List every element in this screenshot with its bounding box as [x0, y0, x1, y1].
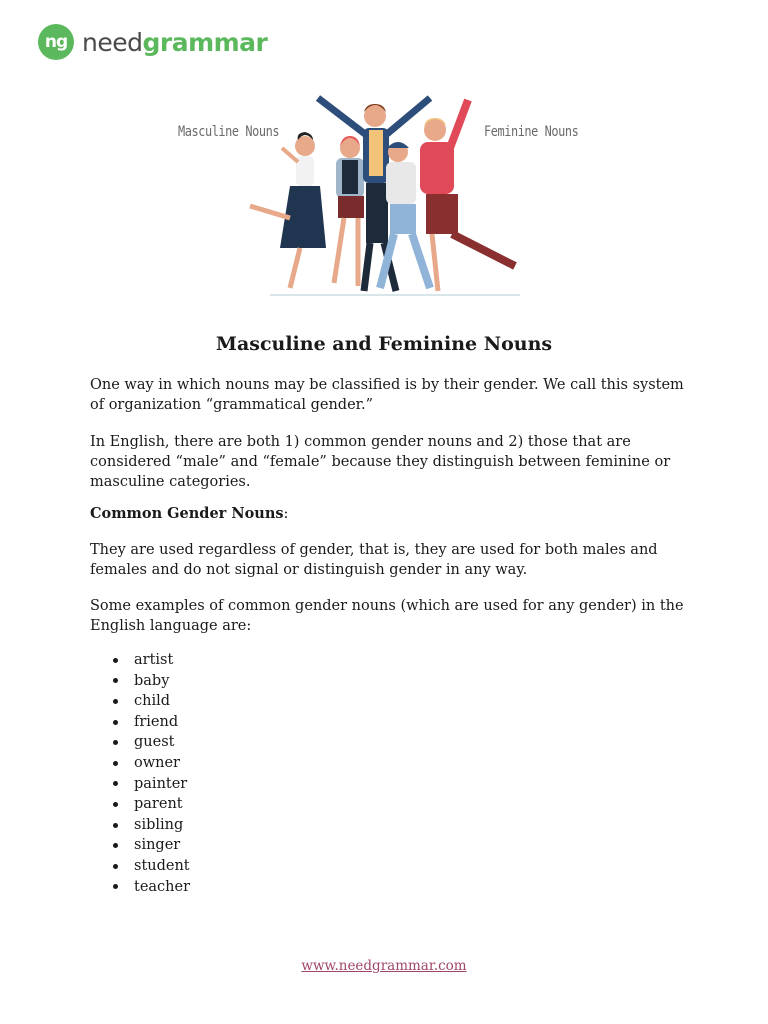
bullet-icon — [113, 884, 118, 889]
site-logo[interactable] — [38, 24, 267, 60]
intro-paragraph-1: One way in which nouns may be classified is by their gender. We call this system of organization “grammatical gender.” — [90, 377, 684, 413]
list-item — [113, 671, 190, 692]
illustration-label-masculine: Masculine Nouns — [178, 124, 280, 140]
illustration-label-feminine: Feminine Nouns — [484, 124, 579, 140]
logo-badge-icon: ng — [38, 24, 74, 60]
list-item-text: owner — [134, 754, 180, 771]
list-item-text: singer — [134, 837, 181, 854]
person-2-figure — [334, 136, 364, 286]
list-item — [113, 650, 190, 671]
list-item-text: friend — [134, 713, 179, 730]
person-5-figure — [420, 100, 515, 291]
list-item — [113, 877, 190, 898]
bullet-icon — [113, 658, 118, 663]
list-item — [113, 835, 190, 856]
list-item-text: sibling — [134, 816, 184, 833]
logo-wordmark — [82, 28, 267, 57]
bullet-icon — [113, 678, 118, 683]
website-link[interactable]: www.needgrammar.com — [301, 958, 467, 974]
list-item — [113, 774, 190, 795]
bullet-icon — [113, 720, 118, 725]
list-item-text: student — [134, 857, 190, 874]
list-item — [113, 856, 190, 877]
section-heading-text: Common Gender Nouns — [90, 505, 284, 522]
list-item-text: artist — [134, 652, 174, 668]
list-item — [113, 794, 190, 815]
list-item — [113, 691, 190, 712]
section-heading-colon: : — [283, 506, 289, 522]
bullet-icon — [113, 843, 118, 848]
list-item-text: parent — [134, 796, 183, 813]
bullet-icon — [113, 781, 118, 786]
person-1-figure — [250, 132, 326, 288]
list-item — [113, 712, 190, 733]
logo-word-grammar: grammar — [142, 27, 268, 57]
page-title: Masculine and Feminine Nouns — [215, 333, 553, 355]
section-heading — [90, 505, 288, 522]
list-item-text: teacher — [134, 878, 191, 895]
examples-intro: Some examples of common gender nouns (which are used for any gender) in the English language are: — [90, 598, 684, 634]
bullet-icon — [113, 802, 118, 807]
bullet-icon — [113, 761, 118, 766]
list-item-text: guest — [134, 734, 175, 751]
bullet-icon — [113, 699, 118, 704]
group-of-people-illustration — [230, 88, 540, 303]
list-item-text: painter — [134, 775, 188, 792]
list-item — [113, 753, 190, 774]
list-item-text: baby — [134, 672, 170, 689]
footer — [0, 958, 768, 974]
examples-list — [113, 650, 190, 897]
intro-paragraph-2: In English, there are both 1) common gender nouns and 2) those that are considered “male” and “female” because they distinguish between feminine or masculine categories. — [90, 434, 671, 490]
bullet-icon — [113, 864, 118, 869]
bullet-icon — [113, 823, 118, 828]
hero-illustration — [170, 88, 600, 303]
section-description: They are used regardless of gender, that is, they are used for both males and females and do not signal or distinguish gender in any way. — [90, 542, 658, 578]
bullet-icon — [113, 740, 118, 745]
list-item — [113, 815, 190, 836]
list-item-text: child — [134, 693, 171, 710]
logo-word-need: need — [82, 27, 143, 57]
list-item — [113, 732, 190, 753]
